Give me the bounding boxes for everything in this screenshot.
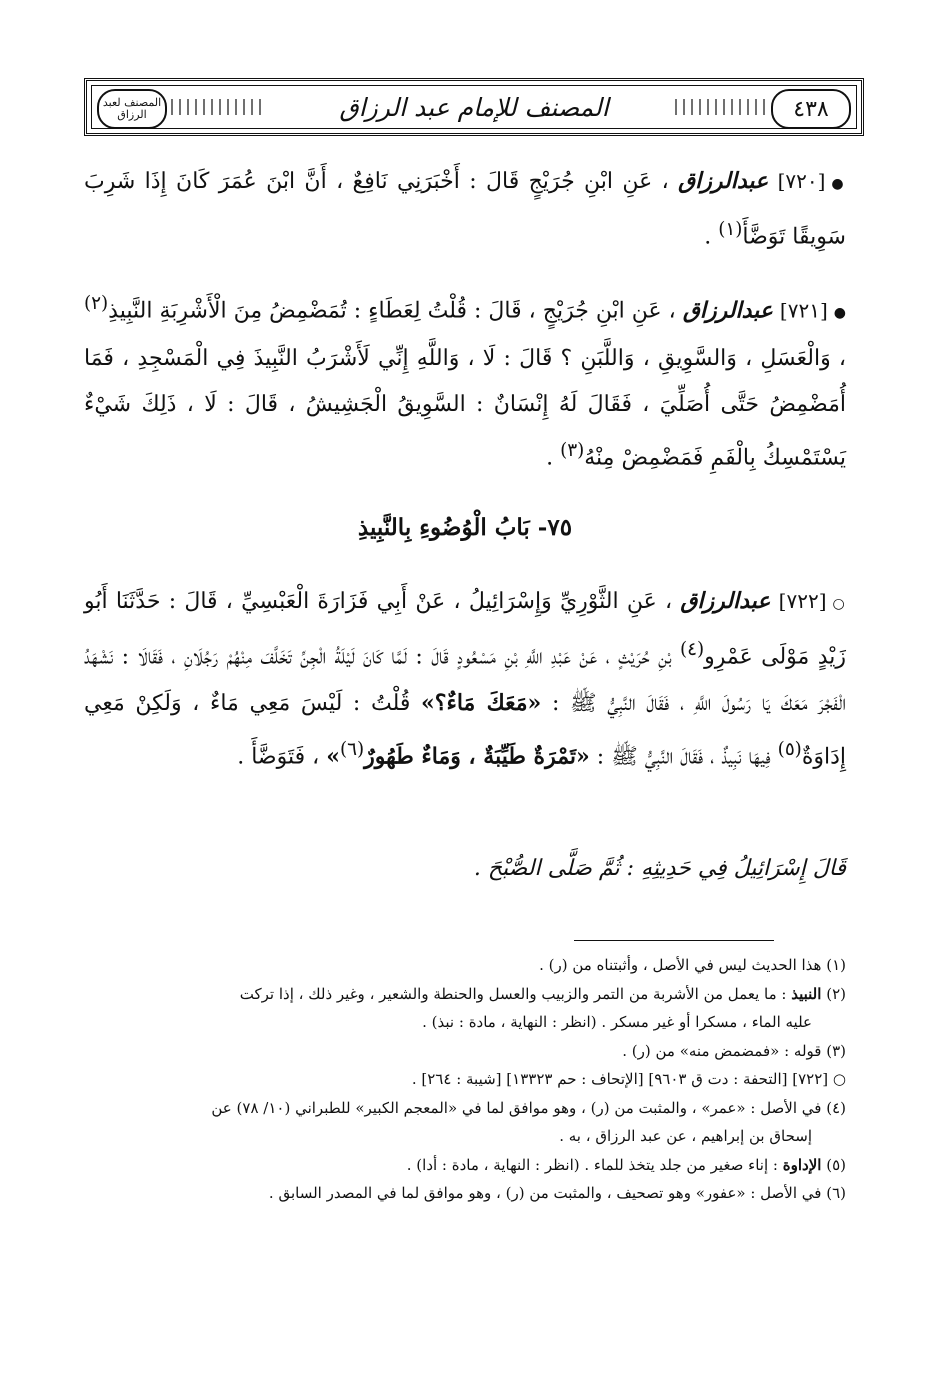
footnote-continuation: عليه الماء ، مسكرا أو غير مسكر . (انظر : النهاية ، مادة : نبذ) . bbox=[422, 1013, 812, 1031]
hadith-bullet: ● bbox=[833, 305, 846, 322]
narrator-name: عبدالرزاق bbox=[680, 588, 771, 614]
hadith-bullet: ● bbox=[831, 176, 847, 192]
header-medallion: المصنف لعبد الرزاق bbox=[97, 89, 167, 129]
footnotes bbox=[84, 951, 846, 1208]
hadith-text-continued: ، وَالْعَسَلِ ، وَالسَّوِيقِ ، وَاللَّبَنِ ؟ قَالَ : لَا ، وَاللَّهِ إِنِّي لَأَشْرَبُ النَّبِيذَ فِي الْمَسْجِدِ ، فَمَا أُمَضْمِضُ حَتَّى أُصَلِّيَ ، فَقَالَ لَهُ إِنْسَانٌ : السَّوِيقُ الْجَشِيشُ ، قَالَ : لَا ، ذَلِكَ شَيْءٌ يَسْتَمْسِكُ بِالْفَمِ فَمَضْمِضْ مِنْهُ bbox=[84, 346, 846, 471]
narrator-name: عبدالرزاق bbox=[678, 168, 769, 194]
header-ornament-left bbox=[171, 99, 261, 115]
footnote-text: : إناء صغير من جلد يتخذ للماء . (انظر : النهاية ، مادة : أدا) . bbox=[406, 1155, 778, 1174]
footnote-separator bbox=[574, 940, 774, 941]
hadith-text: ، عَنِ الثَّوْرِيِّ وَإِسْرَائِيلُ ، عَنْ أَبِي فَزَارَةَ الْعَبْسِيِّ ، قَالَ : حَدَّثَنَا أَبُو زَيْدٍ مَوْلَى عَمْرِو bbox=[84, 589, 846, 670]
footnote-marker: (٥) bbox=[777, 739, 802, 761]
running-title: المصنف للإمام عبد الرزاق bbox=[339, 92, 609, 122]
footnote-text: : ما يعمل من الأشربة من التمر والزبيب والعسل والحنطة والشعير ، وغير ذلك ، إذا تركت bbox=[239, 984, 787, 1003]
prophet-speech-close: » bbox=[326, 743, 340, 770]
footnote-term: الإداوة bbox=[782, 1155, 822, 1174]
hadith-number: [٧٢١] bbox=[779, 298, 828, 323]
footnote-6: (٦) في الأصل : «عفور» وهو تصحيف ، والمثبت من (ر) ، وهو موافق لما في المصدر السابق . bbox=[268, 1184, 846, 1202]
footnote-marker: (٦) bbox=[339, 739, 365, 761]
hadith-720 bbox=[84, 158, 846, 260]
prophet-speech: «مَعَكَ مَاءٌ؟» bbox=[421, 690, 542, 717]
footnote-number: (٥) bbox=[826, 1155, 846, 1174]
hadith-text: ، عَنِ ابْنِ جُرَيْجٍ قَالَ : أَخْبَرَنِي نَافِعٌ ، أَنَّ ابْنَ عُمَرَ كَانَ إِذَا شَرِبَ سَوِيقًا تَوَضَّأَ bbox=[84, 169, 846, 250]
narrator-name: عبدالرزاق bbox=[682, 297, 773, 324]
footnote-5 bbox=[84, 1151, 846, 1180]
hadith-text: قُلْتُ : لَيْسَ مَعِي مَاءٌ ، وَلَكِنْ مَعِي إِدَاوَةٌ bbox=[84, 691, 846, 770]
footnote-3: (٣) قوله : «فمضمض منه» من (ر) . bbox=[622, 1041, 846, 1060]
hadith-bullet: ○ bbox=[832, 596, 846, 612]
hadith-number: [٧٢٠] bbox=[777, 169, 826, 193]
hadith-721 bbox=[84, 281, 846, 482]
page-number: ٤٣٨ bbox=[771, 89, 851, 129]
addendum-text: قَالَ إِسْرَائِيلُ فِي حَدِيثِهِ : ثُمَّ صَلَّى الصُّبْحَ . bbox=[473, 856, 846, 881]
page-header bbox=[84, 78, 864, 136]
header-ornament-right bbox=[675, 99, 765, 115]
footnote-marker: (٣) bbox=[560, 440, 585, 462]
footnote-term: النبيذ bbox=[791, 984, 822, 1003]
footnote-2 bbox=[84, 980, 846, 1037]
footnote-4 bbox=[84, 1094, 846, 1151]
hadith-end: . bbox=[546, 445, 561, 471]
hadith-text: ، فَتَوَضَّأَ . bbox=[237, 744, 327, 770]
footnote-marker: (١) bbox=[718, 219, 743, 240]
footnote-marker: (٤) bbox=[679, 639, 705, 660]
footnote-text: (٤) في الأصل : «عمر» ، والمثبت من (ر) ، وهو موافق لما في «المعجم الكبير» للطبراني (١٠/ ٧٨) عن bbox=[211, 1098, 846, 1117]
hadith-text: ، عَنِ ابْنِ جُرَيْجٍ ، قَالَ : قُلْتُ لِعَطَاءٍ : تُمَضْمِضُ مِنَ الْأَشْرِبَةِ النَّبِيذِ bbox=[108, 298, 676, 324]
hadith-text: بْنِ حُرَيْثٍ ، عَنْ عَبْدِ اللَّهِ بْنِ مَسْعُودٍ قَالَ : لَمَّا كَانَ لَيْلَةُ الْجِنِّ تَخَلَّفَ مِنْهُمْ رَجُلَانِ ، فَقَالَا : نَشْهَدُ الْفَجْرَ مَعَكَ يَا رَسُولَ اللَّهِ ، فَقَالَ النَّبِيُّ ﷺ : bbox=[84, 644, 846, 717]
hadith-end: . bbox=[704, 224, 719, 250]
footnote-number: (٢) bbox=[826, 984, 846, 1003]
footnote-continuation: إسحاق بن إبراهيم ، عن عبد الرزاق ، به . bbox=[559, 1127, 812, 1145]
prophet-speech: «تَمْرَةٌ طَيِّبَةٌ ، وَمَاءٌ طَهُورٌ bbox=[364, 743, 590, 770]
footnote-takhrij: ○ [٧٢٢] [التحفة : دت ق ٩٦٠٣] [الإتحاف : حم ١٣٣٢٣] [شيبة : ٢٦٤] . bbox=[411, 1070, 846, 1088]
hadith-722 bbox=[84, 578, 846, 781]
hadith-text: فِيهَا نَبِيذٌ ، فَقَالَ النَّبِيُّ ﷺ : bbox=[589, 744, 778, 770]
hadith-number: [٧٢٢] bbox=[778, 589, 827, 613]
footnote-marker: (٢) bbox=[84, 293, 109, 314]
footnote-1: (١) هذا الحديث ليس في الأصل ، وأثبتناه من (ر) . bbox=[539, 956, 846, 974]
chapter-heading: ٧٥- بَابُ الْوُضُوءِ بِالنَّبِيذِ bbox=[357, 514, 573, 541]
